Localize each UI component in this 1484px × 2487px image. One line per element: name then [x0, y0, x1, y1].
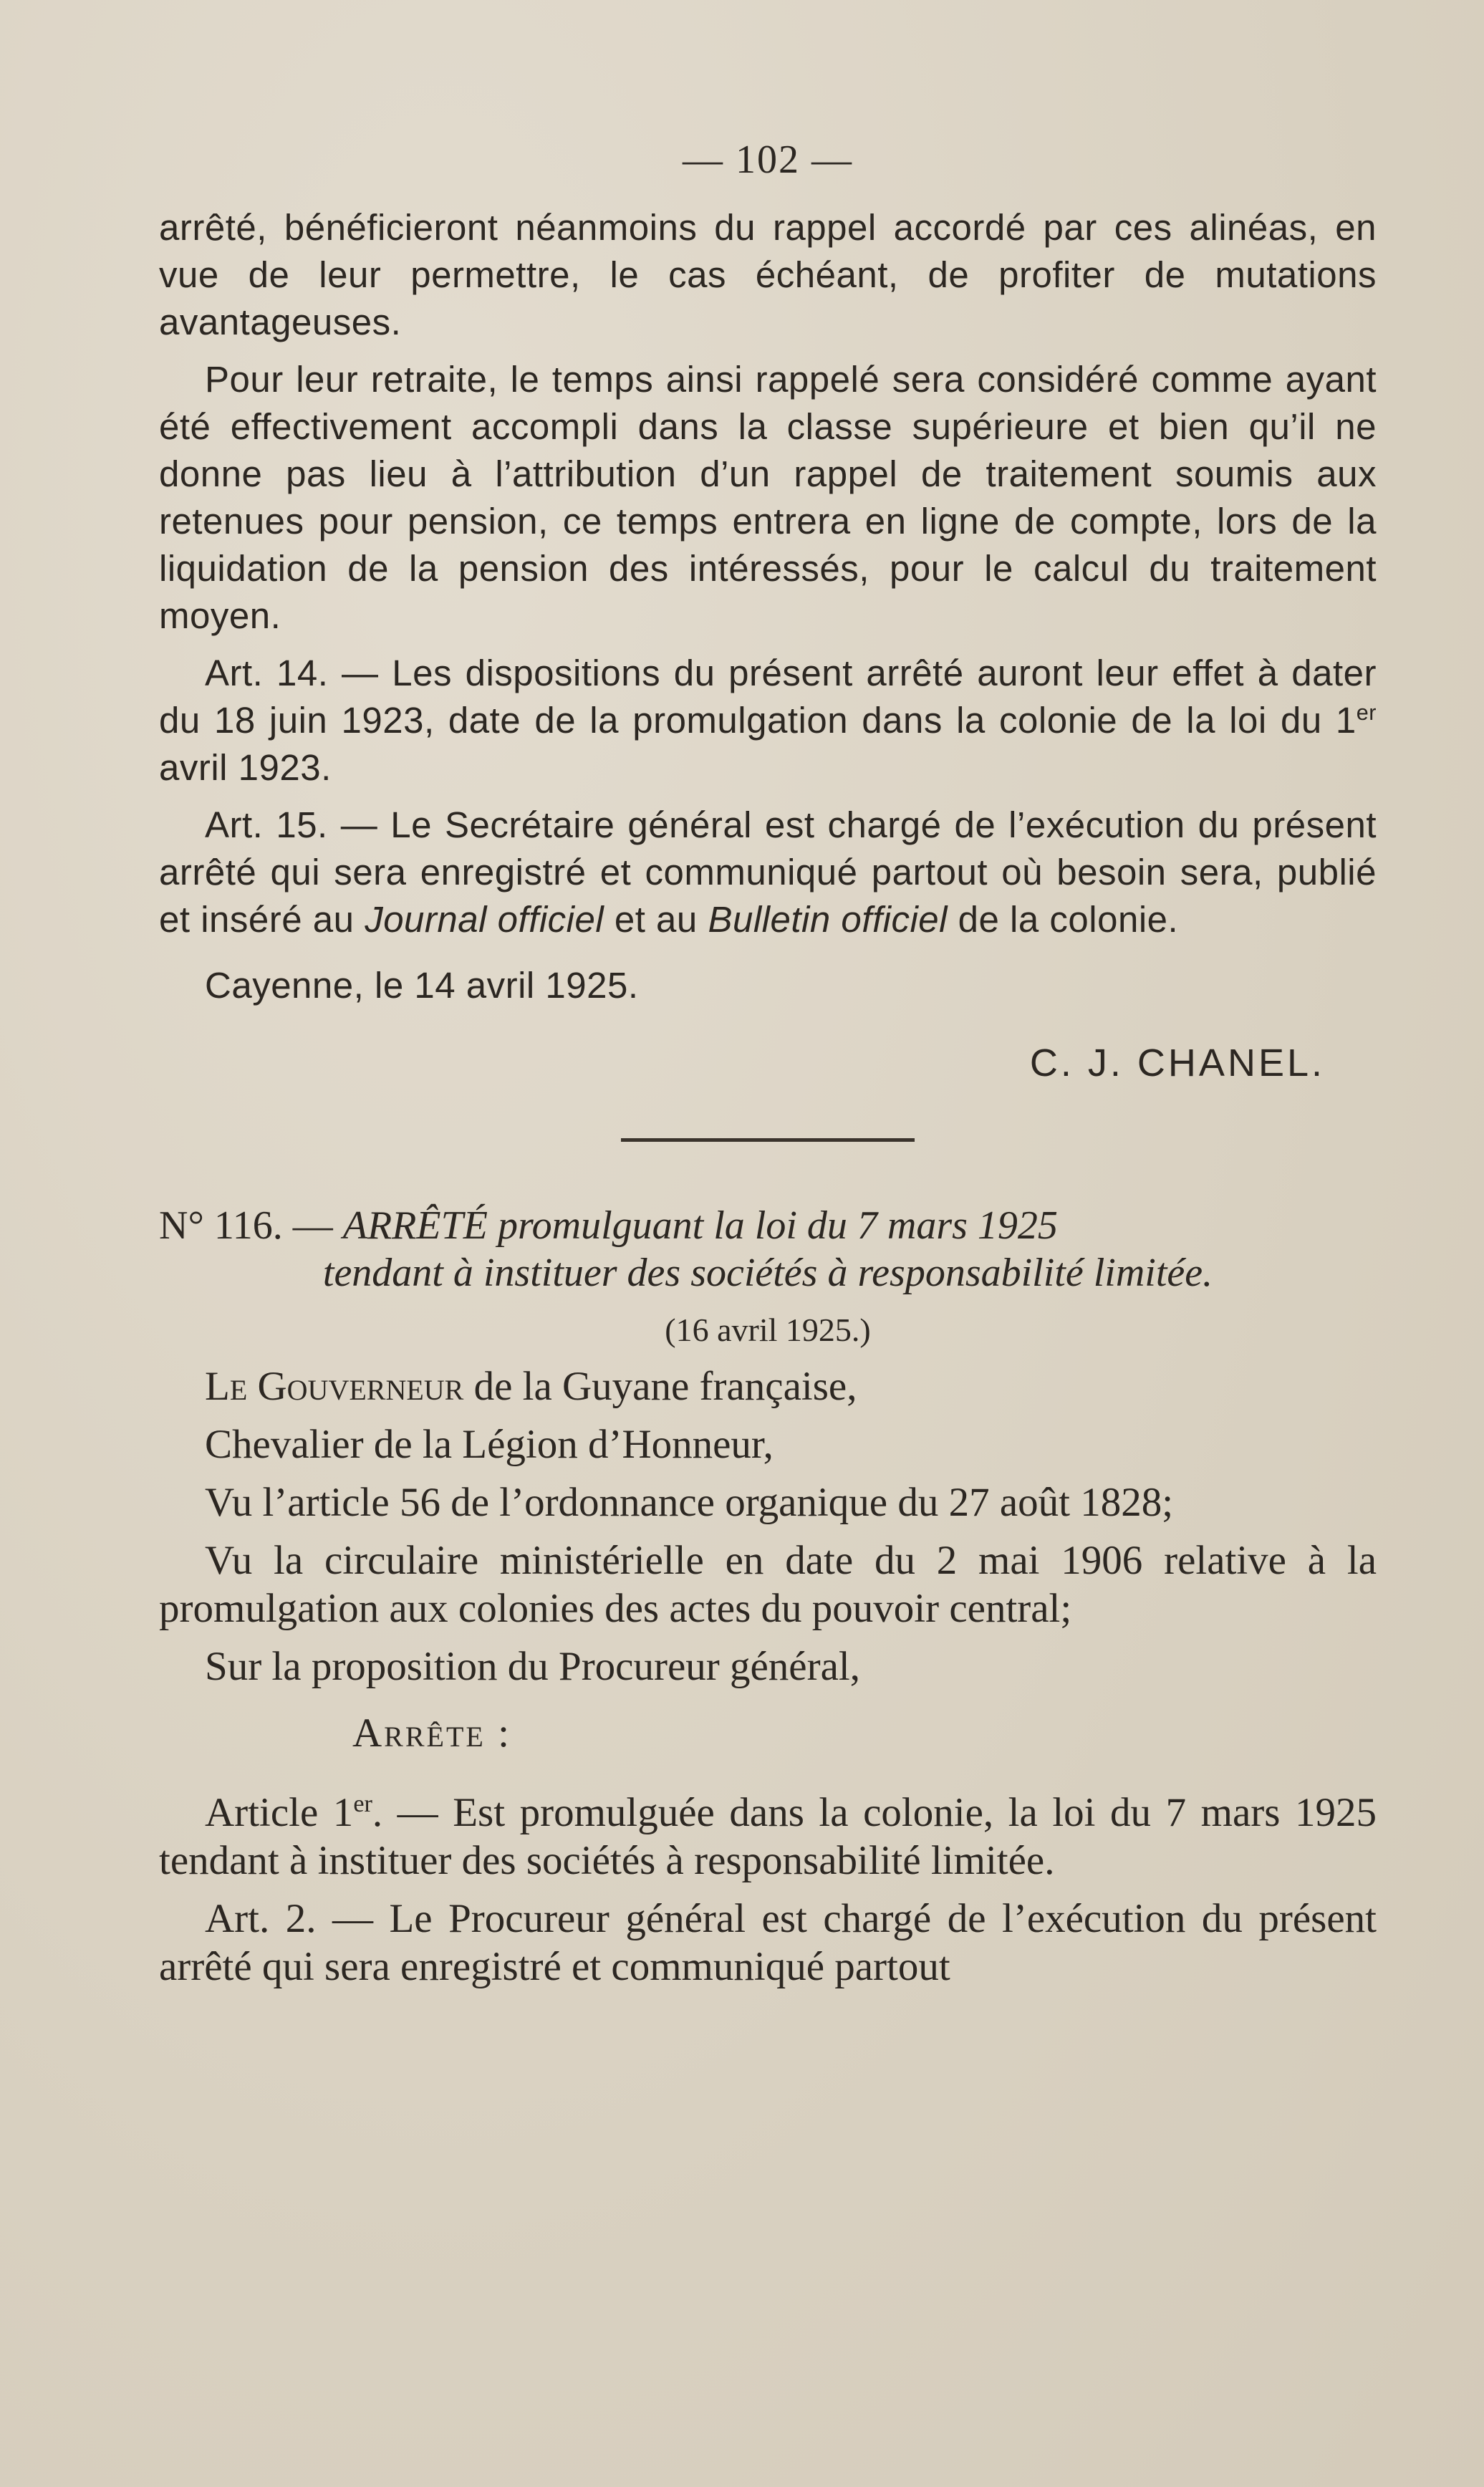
decree-body: [159, 1362, 1377, 1991]
article-15-text-b: et au: [604, 899, 708, 941]
sur-proposition: Sur la proposition du Procureur général,: [205, 1644, 860, 1690]
vu-circulaire: Vu la circulaire ministérielle en date du 2 mai 1906 relative à la promulgation aux colonies des actes du pouvoir central;: [159, 1538, 1377, 1632]
retirement-paragraph: Pour leur retraite, le temps ainsi rappelé sera considéré comme ayant été effectivement accompli dans la classe supérieure et bien qu’il ne donne pas lieu à l’attribution d’un rappel de traitement soumis aux retenues pour pension, ce temps entrera en ligne de compte, lors de la liquidation de la pension des intéressés, pour le calcul du traitement moyen.: [159, 359, 1377, 637]
article-15: [159, 802, 1377, 943]
decree-title-line1: ARRÊTÉ promulguant la loi du 7 mars 1925: [342, 1203, 1058, 1249]
vu-article-56: Vu l’article 56 de l’ordonnance organique du 27 août 1828;: [205, 1480, 1174, 1526]
article-1: [159, 1789, 1377, 1885]
article-2: Art. 2. — Le Procureur général est chargé de l’exécution du présent arrêté qui sera enregistré et communiqué partout: [159, 1896, 1377, 1990]
bulletin-officiel: Bulletin officiel: [708, 899, 948, 941]
governor-rest: de la Guyane française,: [463, 1364, 857, 1410]
article-1-text: . — Est promulguée dans la colonie, la loi du 7 mars 1925 tendant à instituer des sociétés à responsabilité limitée.: [159, 1790, 1377, 1884]
decree-title-line2: tendant à instituer des sociétés à responsabilité limitée.: [322, 1251, 1213, 1296]
article-14-end: avril 1923.: [159, 747, 332, 789]
page-number: — 102 —: [683, 138, 853, 182]
continuation-paragraph: arrêté, bénéficieront néanmoins du rappel accordé par ces alinéas, en vue de leur permettre, le cas échéant, de profiter de mutations avantageuses.: [159, 207, 1377, 343]
journal-officiel: Journal officiel: [365, 899, 604, 941]
article-14: [159, 650, 1377, 792]
section-divider: [621, 1138, 915, 1142]
governor-line: [159, 1362, 1377, 1410]
place-date: Cayenne, le 14 avril 1925.: [205, 965, 639, 1006]
decree-date: (16 avril 1925.): [665, 1312, 871, 1349]
article-15-text-a: Art. 15. — Le Secrétaire général est chargé de l’exécution du présent arrêté qui sera enregistré et communiqué partout où besoin sera, publié et inséré au: [159, 804, 1377, 941]
decree-title: [159, 1202, 1377, 1297]
decree-number: N° 116. —: [159, 1203, 343, 1249]
governor-title: Le Gouverneur: [205, 1364, 464, 1410]
article-1-label: Article 1: [205, 1790, 354, 1836]
article-1-sup: er: [353, 1791, 372, 1818]
arrete-heading: Arrête :: [352, 1711, 511, 1756]
article-15-text-c: de la colonie.: [947, 899, 1179, 941]
signature: C. J. CHANEL.: [1029, 1042, 1325, 1085]
document-page: [159, 136, 1377, 1991]
chevalier-line: Chevalier de la Légion d’Honneur,: [205, 1422, 774, 1468]
article-14-text: Art. 14. — Les dispositions du présent arrêté auront leur effet à dater du 18 juin 1923, date de la promulgation dans la colonie de la loi du 1: [159, 653, 1377, 741]
article-14-sup: er: [1356, 701, 1377, 726]
